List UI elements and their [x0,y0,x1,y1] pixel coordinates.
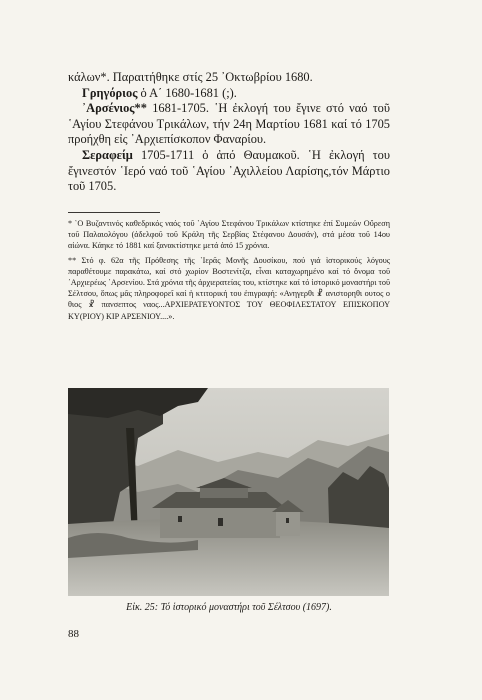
paragraph-continuation [68,70,390,86]
paragraph-gregorios [68,86,390,102]
paragraph-text: 1705-1711 ὁ ἀπό Θαυμακοῦ. ῾Η ἐκλογή του ἔγινεστόν ῾Ιερό ναό τοῦ ῾Αγίου ᾿Αχιλλείου Λαρίσης,τόν Μάρτιο τοῦ 1705. [68,147,390,194]
paragraph-arsenios [68,101,390,148]
page-number: 88 [68,628,79,640]
main-text [68,70,390,195]
footnotes [68,218,390,325]
paragraph-serafeim [68,148,390,195]
monastery-photo [68,388,389,596]
bishop-name: ᾿Αρσένιος** [82,101,147,116]
paragraph-text: 1681-1705. ῾Η ἐκλογή του ἔγινε στό ναό τοῦ ῾Αγίου Στεφάνου Τρικάλων, τήν 24η Μαρτίου 1681 καί τό 1705 προήχθη εἰς ᾿Αρχιεπίσκοπον Φαναρίου. [68,101,390,147]
footnote: ** Στό φ. 62α τῆς Πρόθεσης τῆς ῾Ιερᾶς Μονῆς Δουσίκου, πού γιά ἱστορικούς λόγους παραθέτουμε παρακάτω, καί στό χωρίον Βοστενίτζα, εἶναι καταχωρημένο καί τό ὄνομα τοῦ ᾿Αρχιερέως ᾿Αρσενίου. Στά χρόνια τῆς ἀρχιερατείας του, κτίστηκε καί τό ἱστορικό μοναστήρι τοῦ Σέλτσου, ὅπως μᾶς πληροφορεῖ καί ἡ κτιτορική του ἐπιγραφή: «Ανηγερθι ☧ ανιστορηθι ουτος ο θιος ☧ πανσεπτος ναος...ΑΡΧΙΕΡΑΤΕΥΟΝΤΟΣ ΤΟΥ ΘΕΟΦΙΛΕΣΤΑΤΟΥ ΕΠΙΣΚΟΠΟΥ ΚΥ(ΡΙΟΥ) ΚΙΡ ΑΡΣΕΝΙΟΥ....». [68,255,390,321]
paragraph-text: κάλων*. Παραιτήθηκε στίς 25 ᾿Οκτωβρίου 1680. [68,70,313,84]
paragraph-text: ὁ Α΄ 1680-1681 (;). [137,85,237,100]
footnote: * ῾Ο Βυζαντινός καθεδρικός ναός τοῦ ῾Αγίου Στεφάνου Τρικάλων κτίστηκε ἐπί Συμεών Οὔρεση τοῦ Παλαιολόγου (ἀδελφοῦ τοῦ Κράλη τῆς Σερβίας Στέφανου Δουσάν), στά μέσα τοῦ 14ου αἰώνα. Κάηκε τό 1881 καί ξανακτίστηκε μετά ἀπό 15 χρόνια. [68,219,390,251]
bishop-name: Γρηγόριος [82,85,138,100]
footnote-separator [68,212,160,213]
photo-caption: Εἰκ. 25: Τό ἱστορικό μοναστήρι τοῦ Σέλτσου (1697). [126,602,332,613]
bishop-name: Σεραφείμ [82,147,133,162]
